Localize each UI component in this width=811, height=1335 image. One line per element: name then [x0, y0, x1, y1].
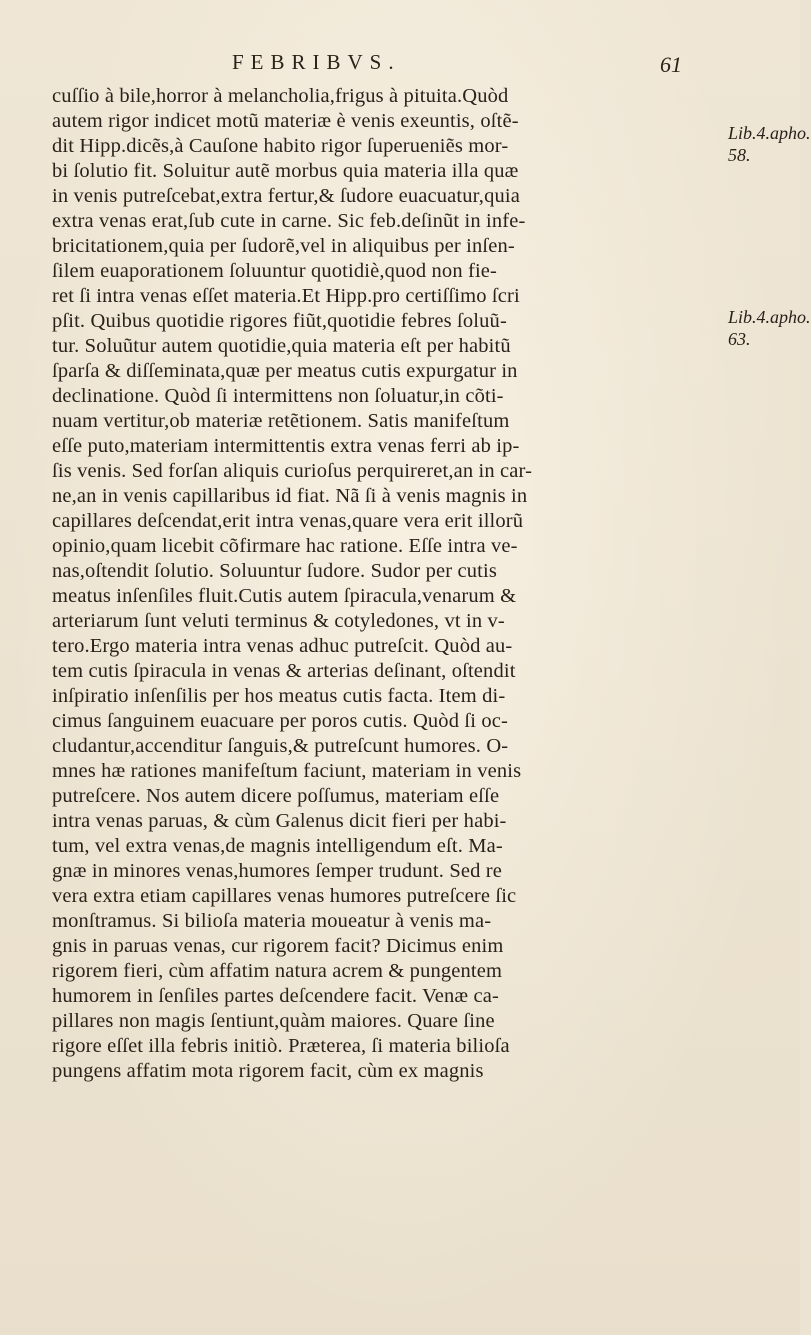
body-text: [52, 84, 712, 1084]
text-line: rigorem fieri, cùm affatim natura acrem & pungentem: [52, 960, 503, 982]
text-line: opinio,quam licebit cõfirmare hac ratione. Eſſe intra ve-: [52, 535, 518, 557]
text-line: declinatione. Quòd ſi intermittens non ſoluatur,in cõti-: [52, 385, 504, 407]
text-line: pungens affatim mota rigorem facit, cùm ex magnis: [52, 1060, 484, 1082]
text-line: tero.Ergo materia intra venas adhuc putreſcit. Quòd au-: [52, 635, 513, 657]
text-line: tem cutis ſpiracula in venas & arterias deſinant, oſtendit: [52, 660, 516, 682]
text-line: pillares non magis ſentiunt,quàm maiores. Quare ſine: [52, 1010, 495, 1032]
text-line: ſparſa & diſſeminata,quæ per meatus cutis expurgatur in: [52, 360, 518, 382]
page-number: 61: [660, 52, 682, 77]
text-line: ret ſi intra venas eſſet materia.Et Hipp.pro certiſſimo ſcri: [52, 285, 520, 307]
text-line: nuam vertitur,ob materiæ retẽtionem. Satis manifeſtum: [52, 410, 510, 432]
running-head: FEBRIBVS.: [232, 50, 401, 74]
text-line: arteriarum ſunt veluti terminus & cotyledones, vt in v-: [52, 610, 505, 632]
text-line: capillares deſcendat,erit intra venas,quare vera erit illorũ: [52, 510, 524, 532]
text-line: cludantur,accenditur ſanguis,& putreſcunt humores. O-: [52, 735, 509, 757]
text-line: intra venas paruas, & cùm Galenus dicit fieri per habi-: [52, 810, 507, 832]
text-line: inſpiratio inſenſilis per hos meatus cutis facta. Item di-: [52, 685, 506, 707]
page-header: [0, 48, 800, 82]
text-line: bi ſolutio fit. Soluitur autẽ morbus quia materia illa quæ: [52, 160, 519, 182]
text-line: nas,oſtendit ſolutio. Soluuntur ſudore. Sudor per cutis: [52, 560, 497, 582]
text-line: gnis in paruas venas, cur rigorem facit? Dicimus enim: [52, 935, 504, 957]
text-line: rigore eſſet illa febris initiò. Præterea, ſi materia bilioſa: [52, 1035, 510, 1057]
text-line: ne,an in venis capillaribus id fiat. Nã ſi à venis magnis in: [52, 485, 528, 507]
text-line: gnæ in minores venas,humores ſemper trudunt. Sed re: [52, 860, 503, 882]
text-line: pſit. Quibus quotidie rigores fiũt,quotidie febres ſoluũ-: [52, 310, 507, 332]
margin-note-ref: Lib.4.apho.: [728, 123, 811, 143]
text-line: humorem in ſenſiles partes deſcendere facit. Venæ ca-: [52, 985, 500, 1007]
text-line: ſis venis. Sed forſan aliquis curioſus perquireret,an in car-: [52, 460, 533, 482]
margin-note-aphorism-63: [728, 306, 811, 350]
text-line: tum, vel extra venas,de magnis intelligendum eſt. Ma-: [52, 835, 503, 857]
text-line: cuſſio à bile,horror à melancholia,frigus à pituita.Quòd: [52, 85, 509, 107]
text-line: in venis putreſcebat,extra fertur,& ſudore euacuatur,quia: [52, 185, 520, 207]
margin-note-aphorism-58: [728, 122, 811, 166]
text-line: cimus ſanguinem euacuare per poros cutis. Quòd ſi oc-: [52, 710, 508, 732]
text-line: autem rigor indicet motũ materiæ è venis exeuntis, oſtẽ-: [52, 110, 519, 132]
text-line: ſilem euaporationem ſoluuntur quotidiè,quod non fie-: [52, 260, 498, 282]
text-line: extra venas erat,ſub cute in carne. Sic feb.deſinũt in infe-: [52, 210, 526, 232]
text-line: meatus inſenſiles fluit.Cutis autem ſpiracula,venarum &: [52, 585, 517, 607]
margin-note-ref: Lib.4.apho.: [728, 307, 811, 327]
text-line: tur. Soluũtur autem quotidie,quia materia eſt per habitũ: [52, 335, 511, 357]
text-line: dit Hipp.dicẽs,à Cauſone habito rigor ſuperueniẽs mor-: [52, 135, 509, 157]
text-line: bricitationem,quia per ſudorẽ,vel in aliquibus per inſen-: [52, 235, 515, 257]
margin-note-number: 63.: [728, 329, 751, 349]
margin-note-number: 58.: [728, 145, 751, 165]
text-line: mnes hæ rationes manifeſtum faciunt, materiam in venis: [52, 760, 522, 782]
text-line: vera extra etiam capillares venas humores putreſcere ſic: [52, 885, 517, 907]
text-line: putreſcere. Nos autem dicere poſſumus, materiam eſſe: [52, 785, 500, 807]
text-line: eſſe puto,materiam intermittentis extra venas ferri ab ip-: [52, 435, 520, 457]
text-line: monſtramus. Si bilioſa materia moueatur à venis ma-: [52, 910, 492, 932]
